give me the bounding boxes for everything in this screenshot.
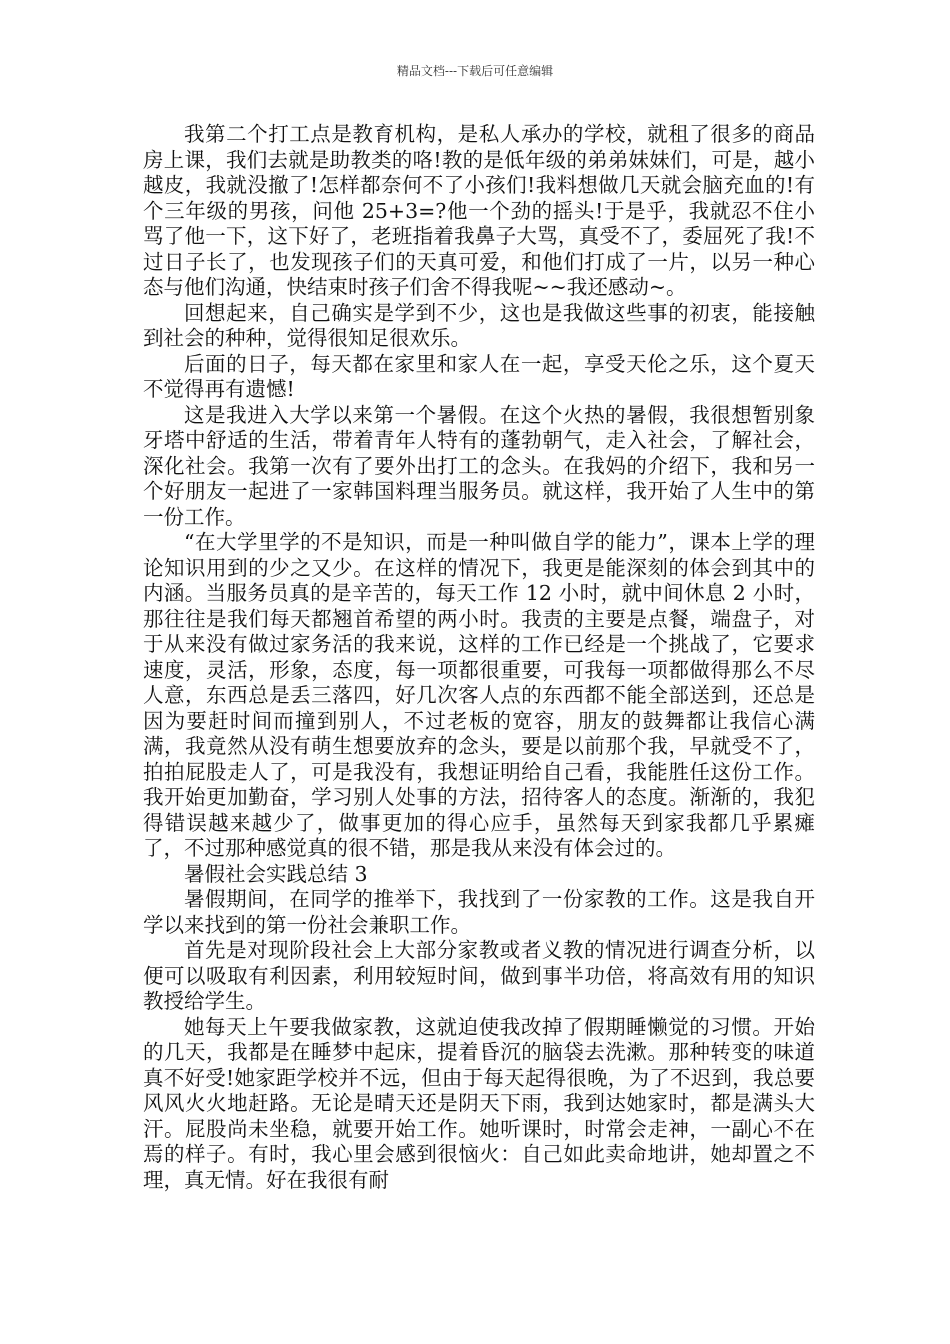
- page-header: 精品文档---下载后可任意编辑: [396, 64, 554, 78]
- paragraph-morning-tutoring: 她每天上午要我做家教，这就迫使我改掉了假期睡懒觉的习惯。开始的几天，我都是在睡梦中起床，提着昏沉的脑袋去洗漱。那种转变的味道真不好受!她家距学校并不远，但由于每天起得很晚，为了不迟到，我总要风风火火地赶路。无论是晴天还是阴天下雨，我到达她家时，都是满头大汗。屁股尚未坐稳，就要开始工作。她听课时，时常会走神，一副心不在焉的样子。有时，我心里会感到很恼火：自己如此卖命地讲，她却置之不理，真无情。好在我很有耐: [143, 1014, 815, 1192]
- paragraph-first-summer: 这是我进入大学以来第一个暑假。在这个火热的暑假，我很想暂别象牙塔中舒适的生活，带着青年人特有的蓬勃朝气，走入社会，了解社会，深化社会。我第一次有了要外出打工的念头。在我妈的介绍下，我和另一个好朋友一起进了一家韩国料理当服务员。就这样，我开始了人生中的第一份工作。: [143, 402, 815, 529]
- paragraph-summer-days: 后面的日子，每天都在家里和家人在一起，享受天伦之乐，这个夏天不觉得再有遗憾!: [143, 351, 815, 401]
- paragraph-tutoring-school: 我第二个打工点是教育机构，是私人承办的学校，就租了很多的商品房上课，我们去就是助教类的咯!教的是低年级的弟弟妹妹们，可是，越小越皮，我就没撤了!怎样都奈何不了小孩们!我料想做几天就会脑充血的!有个三年级的男孩，问他 25+3=?他一个劲的摇头!于是乎，我就忍不住小骂了他一下，这下好了，老班指着我鼻子大骂，真受不了，委屈死了我!不过日子长了，也发现孩子们的天真可爱，和他们打成了一片，以另一种心态与他们沟通，快结束时孩子们舍不得我呢~~我还感动~。: [143, 122, 815, 299]
- paragraph-survey: 首先是对现阶段社会上大部分家教或者义教的情况进行调查分析，以便可以吸取有利因素，利用较短时间，做到事半功倍，将高效有用的知识教授给学生。: [143, 938, 815, 1013]
- paragraph-waiter-job: “在大学里学的不是知识，而是一种叫做自学的能力”，课本上学的理论知识用到的少之又少。在这样的情况下，我更是能深刻的体会到其中的内涵。当服务员真的是辛苦的，每天工作 12 小时，就中间休息 2 小时，那往往是我们每天都翘首希望的两小时。我责的主要是点餐，端盘子，对于从来没有做过家务活的我来说，这样的工作已经是一个挑战了，它要求速度，灵活，形象，态度，每一项都很重要，可我每一项都做得那么不尽人意，东西总是丢三落四，好几次客人点的东西都不能全部送到，还总是因为要赶时间而撞到别人，不过老板的宽容，朋友的鼓舞都让我信心满满，我竟然从没有萌生想要放弃的念头，要是以前那个我，早就受不了，拍拍屁股走人了，可是我没有，我想证明给自己看，我能胜任这份工作。我开始更加勤奋，学习别人处事的方法，招待客人的态度。渐渐的，我犯得错误越来越少了，做事更加的得心应手，虽然每天到家我都几乎累瘫了，不过那种感觉真的很不错，那是我从来没有体会过的。: [143, 530, 815, 860]
- paragraph-reflection: 回想起来，自己确实是学到不少，这也是我做这些事的初衷，能接触到社会的种种，觉得很知足很欢乐。: [143, 300, 815, 350]
- section-heading: 暑假社会实践总结 3: [184, 861, 368, 886]
- document-body: [143, 122, 815, 1193]
- paragraph-tutor-job: 暑假期间，在同学的推举下，我找到了一份家教的工作。这是我自开学以来找到的第一份社会兼职工作。: [143, 887, 815, 937]
